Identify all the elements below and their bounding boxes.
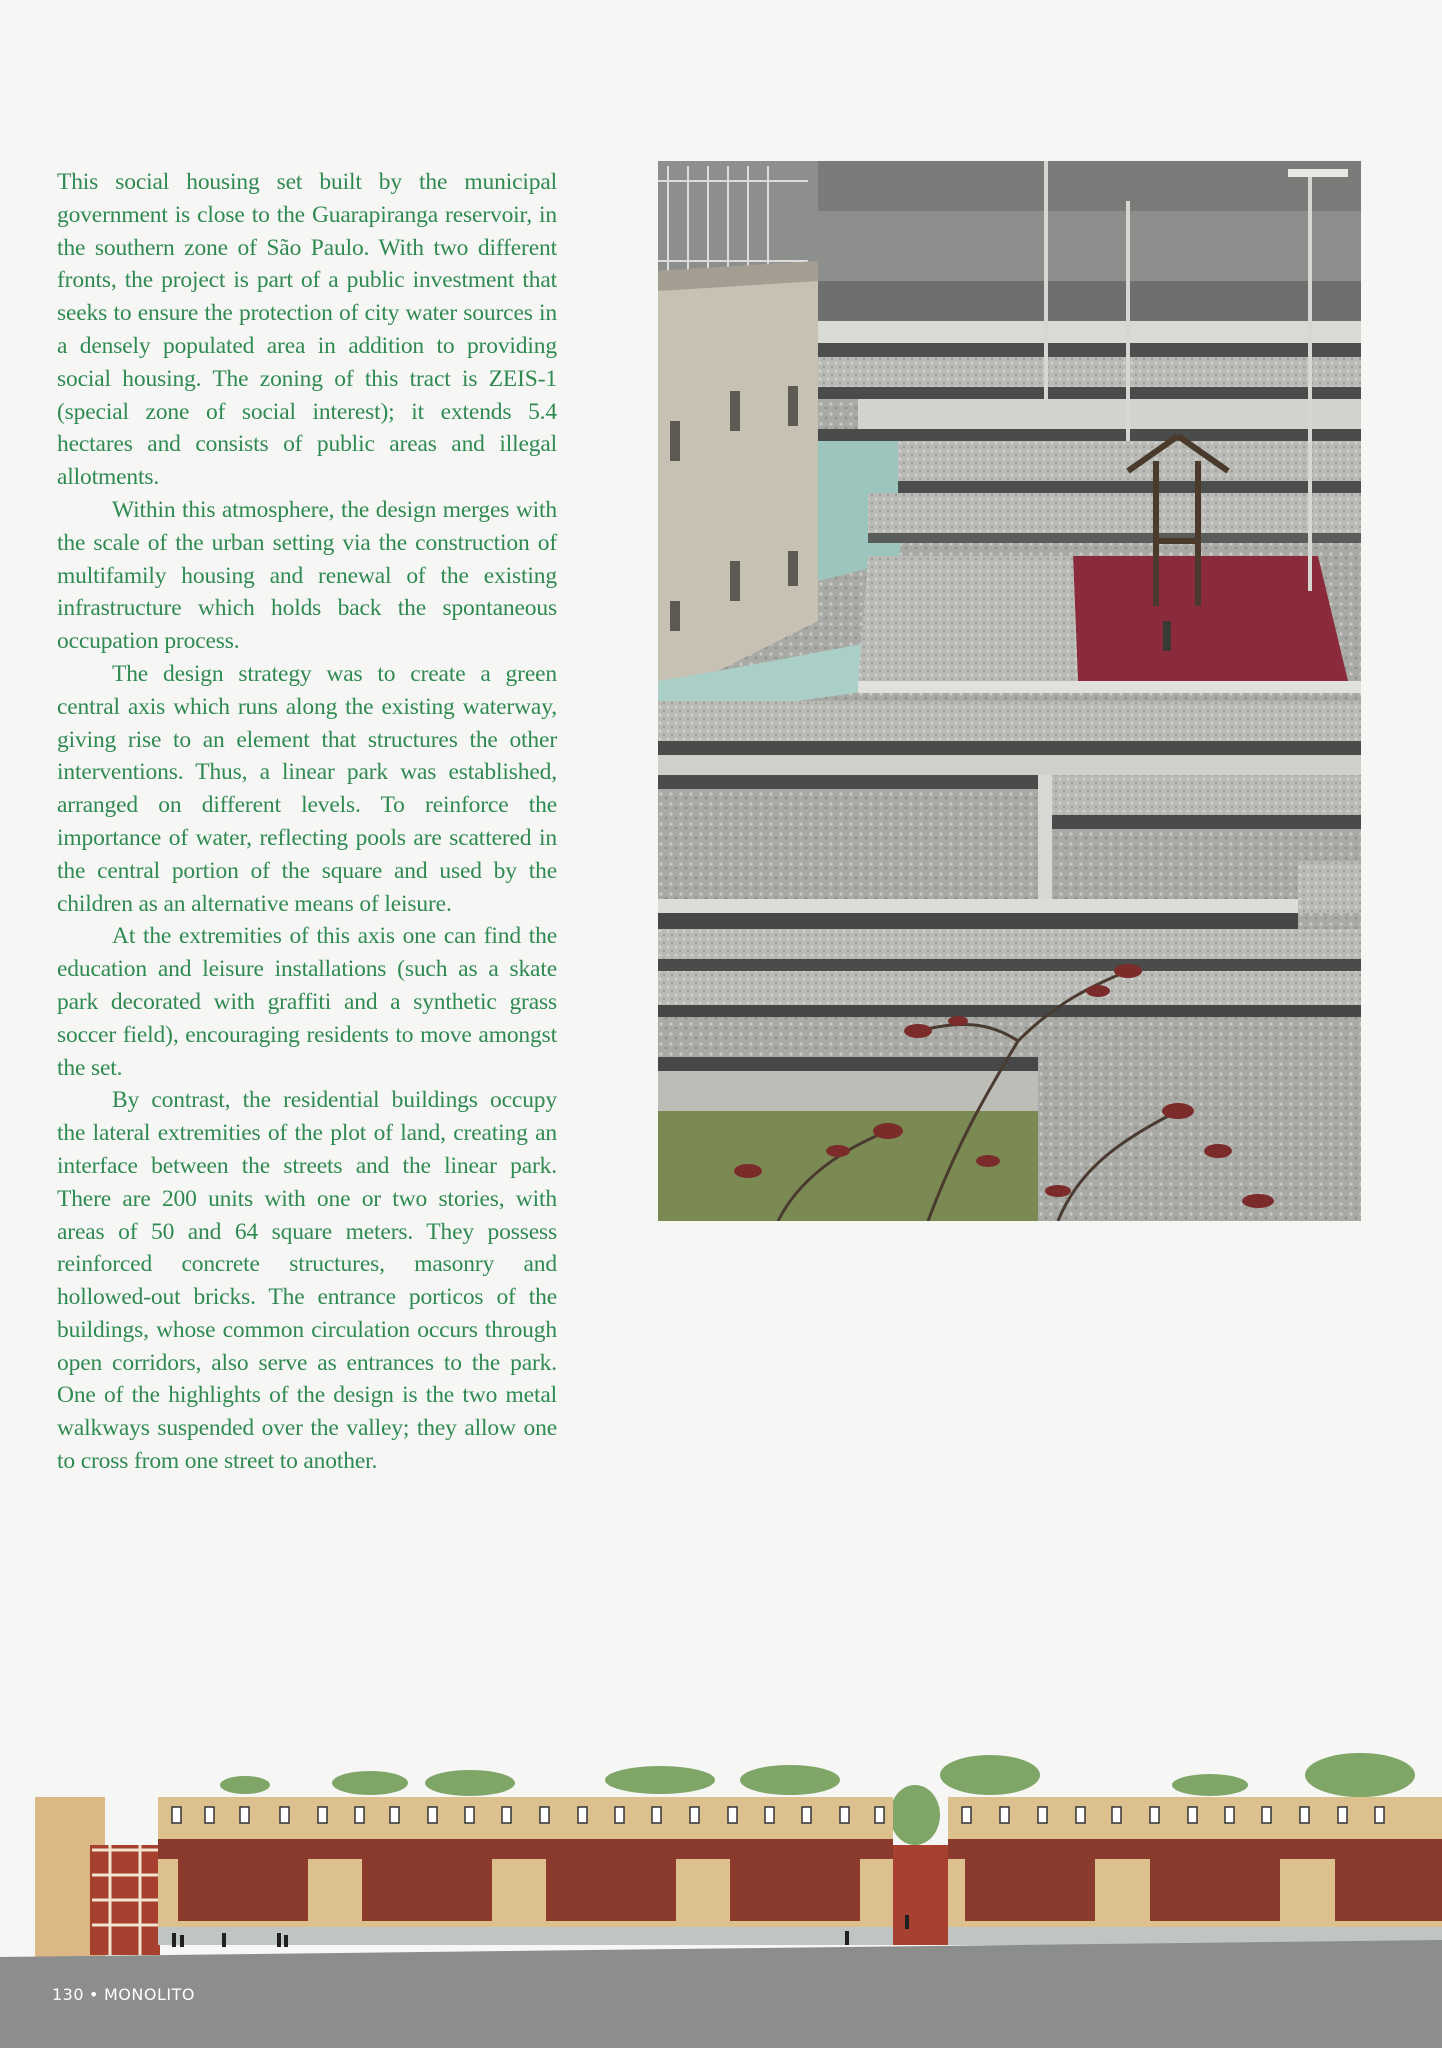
article-paragraph: At the extremities of this axis one can find the education and leisure installations (such as a skate park decorated with graffiti and a synthetic grass soccer field), encouraging residents to move amongst the set. [57, 923, 557, 1081]
magazine-name: MONOLITO [103, 1985, 195, 2004]
page-number: 130 [52, 1985, 85, 2004]
park-photo [658, 161, 1361, 1221]
folio-separator: • [89, 1985, 99, 2004]
article-paragraph: The design strategy was to create a green central axis which runs along the existing waterway, giving rise to an element that structures the other interventions. Thus, a linear park was established, arranged on different levels. To reinforce the importance of water, reflecting pools are scattered in the central portion of the square and used by the children as an alternative means of leisure. [57, 660, 557, 917]
article-body [57, 166, 557, 1478]
park-photo-illustration [658, 161, 1361, 1221]
page-folio [52, 1985, 195, 2004]
article-paragraph: Within this atmosphere, the design merges with the scale of the urban setting via the construction of multifamily housing and renewal of the existing infrastructure which holds back the spontaneous occupation process. [57, 496, 557, 655]
footer-strip [0, 1960, 1442, 2048]
article-paragraph: This social housing set built by the municipal government is close to the Guarapiranga reservoir, in the southern zone of São Paulo. With two different fronts, the project is part of a public investment that seeks to ensure the protection of city water sources in a densely populated area in addition to providing social housing. The zoning of this tract is ZEIS-1 (special zone of social interest); it extends 5.4 hectares and consists of public areas and illegal allotments. [57, 169, 557, 491]
elevation-illustration [0, 1735, 1442, 1970]
article-paragraph: By contrast, the residential buildings occupy the lateral extremities of the plot of land, creating an interface between the streets and the linear park. There are 200 units with one or two stories, with areas of 50 and 64 square meters. They possess reinforced concrete structures, masonry and hollowed-out bricks. The entrance porticos of the buildings, whose common circulation occurs through open corridors, also serve as entrances to the park. One of the highlights of the design is the two metal walkways suspended over the valley; they allow one to cross from one street to another. [57, 1087, 557, 1475]
building-elevation-drawing [0, 1735, 1442, 1970]
